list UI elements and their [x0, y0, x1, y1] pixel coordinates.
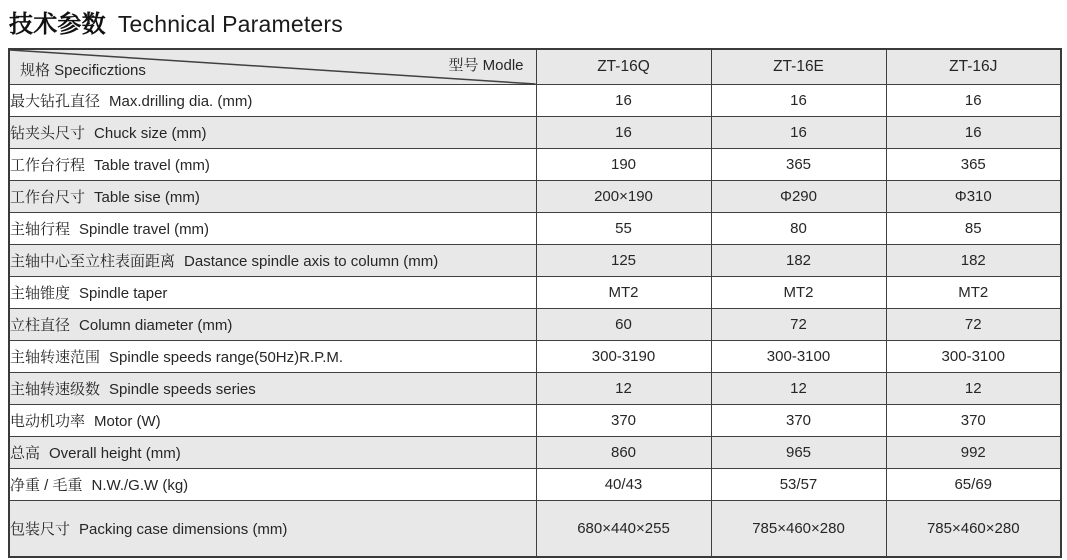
row-label-english: Column diameter (mm) — [79, 317, 233, 334]
row-value-cell: 300-3100 — [711, 341, 886, 373]
row-value-cell: 300-3190 — [536, 341, 711, 373]
table-row — [9, 341, 1061, 373]
row-label-chinese: 主轴转速级数 — [10, 381, 101, 398]
row-label-english: Table travel (mm) — [94, 157, 210, 174]
row-label-english: N.W./G.W (kg) — [91, 477, 189, 494]
row-label-cell — [9, 277, 536, 309]
row-value-cell: 16 — [711, 117, 886, 149]
row-label-chinese: 主轴行程 — [10, 221, 71, 238]
row-value-cell: 55 — [536, 213, 711, 245]
row-value-cell: 53/57 — [711, 469, 886, 501]
row-value-cell: 680×440×255 — [536, 501, 711, 558]
row-value-cell: 16 — [536, 117, 711, 149]
table-row — [9, 373, 1061, 405]
row-label-chinese: 总高 — [10, 445, 41, 462]
row-value-cell: 72 — [711, 309, 886, 341]
row-value-cell: 16 — [886, 85, 1061, 117]
row-label-english: Table sise (mm) — [94, 189, 200, 206]
model-header-cell: ZT-16Q — [536, 49, 711, 85]
row-label-english: Packing case dimensions (mm) — [79, 521, 288, 538]
row-value-cell: 370 — [536, 405, 711, 437]
spec-header-label: 规格 Specificztions — [20, 62, 146, 79]
page-title-chinese: 技术参数 — [9, 11, 106, 38]
row-value-cell: Φ290 — [711, 181, 886, 213]
row-label-chinese: 最大钻孔直径 — [10, 93, 101, 110]
row-label-cell — [9, 181, 536, 213]
row-value-cell: 16 — [536, 85, 711, 117]
row-label-english: Chuck size (mm) — [94, 125, 207, 142]
row-value-cell: MT2 — [536, 277, 711, 309]
row-label-chinese: 钻夹头尺寸 — [10, 125, 86, 142]
table-row — [9, 277, 1061, 309]
row-value-cell: 12 — [886, 373, 1061, 405]
table-row — [9, 85, 1061, 117]
row-label-english: Spindle travel (mm) — [79, 221, 210, 238]
row-label-chinese: 工作台尺寸 — [10, 189, 86, 206]
row-value-cell: 16 — [711, 85, 886, 117]
row-value-cell: 370 — [886, 405, 1061, 437]
row-label-cell — [9, 213, 536, 245]
row-value-cell: 300-3100 — [886, 341, 1061, 373]
row-value-cell: 370 — [711, 405, 886, 437]
row-value-cell: 200×190 — [536, 181, 711, 213]
row-label-chinese: 主轴转速范围 — [10, 349, 101, 366]
table-row — [9, 437, 1061, 469]
row-label-cell — [9, 245, 536, 277]
row-label-cell — [9, 117, 536, 149]
page-title — [9, 4, 343, 39]
row-value-cell: 182 — [711, 245, 886, 277]
row-label-chinese: 主轴锥度 — [10, 285, 71, 302]
table-row — [9, 245, 1061, 277]
row-value-cell: 12 — [711, 373, 886, 405]
row-value-cell: 785×460×280 — [711, 501, 886, 558]
table-header-row — [9, 49, 1061, 85]
row-value-cell: 860 — [536, 437, 711, 469]
row-label-cell — [9, 437, 536, 469]
table-row — [9, 469, 1061, 501]
row-value-cell: 785×460×280 — [886, 501, 1061, 558]
table-row — [9, 213, 1061, 245]
row-value-cell: 60 — [536, 309, 711, 341]
table-body — [9, 85, 1061, 558]
row-label-chinese: 工作台行程 — [10, 157, 86, 174]
model-header-label: 型号 Modle — [448, 57, 524, 74]
row-value-cell: 85 — [886, 213, 1061, 245]
row-label-cell — [9, 501, 536, 558]
row-value-cell: 16 — [886, 117, 1061, 149]
row-label-cell — [9, 309, 536, 341]
row-label-chinese: 主轴中心至立柱表面距离 — [10, 253, 176, 270]
table-row — [9, 309, 1061, 341]
table-row — [9, 149, 1061, 181]
row-value-cell: 125 — [536, 245, 711, 277]
table-row — [9, 405, 1061, 437]
technical-parameters-table — [8, 48, 1062, 558]
row-value-cell: Φ310 — [886, 181, 1061, 213]
row-label-english: Spindle speeds range(50Hz)R.P.M. — [109, 349, 344, 366]
row-value-cell: 992 — [886, 437, 1061, 469]
row-label-english: Max.drilling dia. (mm) — [109, 93, 253, 110]
table-row — [9, 181, 1061, 213]
row-label-english: Spindle speeds series — [109, 381, 256, 398]
row-label-cell — [9, 149, 536, 181]
row-label-chinese: 净重 / 毛重 — [10, 477, 83, 494]
row-label-english: Motor (W) — [94, 413, 161, 430]
row-value-cell: 40/43 — [536, 469, 711, 501]
spec-model-diagonal-cell — [9, 49, 536, 85]
row-label-cell — [9, 341, 536, 373]
page-title-english: Technical Parameters — [117, 11, 343, 37]
row-label-cell — [9, 373, 536, 405]
row-label-chinese: 立柱直径 — [10, 317, 71, 334]
row-value-cell: MT2 — [711, 277, 886, 309]
row-label-cell — [9, 85, 536, 117]
row-value-cell: 190 — [536, 149, 711, 181]
table-header — [9, 49, 1061, 85]
row-label-english: Overall height (mm) — [49, 445, 181, 462]
row-label-cell — [9, 405, 536, 437]
row-value-cell: 72 — [886, 309, 1061, 341]
table-row — [9, 501, 1061, 558]
row-value-cell: 182 — [886, 245, 1061, 277]
model-header-cell: ZT-16E — [711, 49, 886, 85]
row-label-english: Dastance spindle axis to column (mm) — [184, 253, 439, 270]
row-value-cell: 365 — [711, 149, 886, 181]
row-value-cell: MT2 — [886, 277, 1061, 309]
model-header-cell: ZT-16J — [886, 49, 1061, 85]
table-row — [9, 117, 1061, 149]
row-value-cell: 80 — [711, 213, 886, 245]
row-label-chinese: 电动机功率 — [10, 413, 86, 430]
row-value-cell: 12 — [536, 373, 711, 405]
row-value-cell: 65/69 — [886, 469, 1061, 501]
row-value-cell: 965 — [711, 437, 886, 469]
row-value-cell: 365 — [886, 149, 1061, 181]
row-label-english: Spindle taper — [79, 285, 168, 302]
row-label-chinese: 包装尺寸 — [10, 521, 71, 538]
row-label-cell — [9, 469, 536, 501]
